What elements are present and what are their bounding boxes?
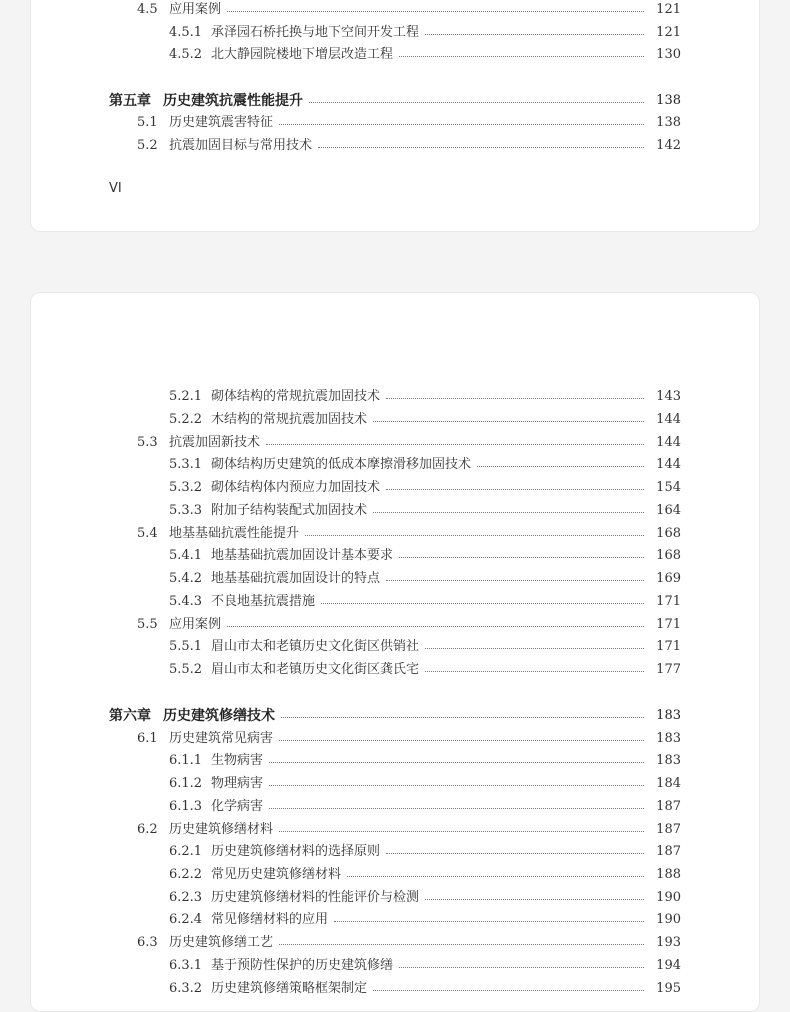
toc-entry[interactable] — [31, 820, 761, 840]
section-title: 历史建筑修缮工艺 — [169, 935, 274, 950]
page-number: 121 — [656, 2, 681, 17]
toc-entry[interactable] — [31, 797, 761, 817]
dot-leader — [334, 915, 644, 922]
page-number: 138 — [656, 93, 681, 108]
section-number: 6.3 — [137, 935, 158, 950]
page-number: 187 — [656, 799, 681, 814]
section-title: 历史建筑常见病害 — [169, 731, 274, 746]
section-title: 眉山市太和老镇历史文化街区供销社 — [211, 639, 420, 654]
toc-entry[interactable] — [31, 865, 761, 885]
section-number: 5.2.1 — [169, 389, 203, 404]
toc-entry[interactable] — [31, 729, 761, 749]
section-title: 砌体结构体内预应力加固技术 — [211, 480, 381, 495]
page-number: 169 — [656, 571, 681, 586]
dot-leader — [269, 802, 644, 809]
section-title: 常见历史建筑修缮材料 — [211, 867, 342, 882]
page-number: 171 — [656, 594, 681, 609]
section-title: 历史建筑修缮策略框架制定 — [211, 981, 368, 996]
section-number: 5.2.2 — [169, 412, 203, 427]
page-number: 142 — [656, 138, 681, 153]
section-number: 5.3 — [137, 435, 158, 450]
section-title: 地基基础抗震性能提升 — [169, 526, 300, 541]
dot-leader — [305, 529, 644, 536]
dot-leader — [386, 847, 644, 854]
dot-leader — [399, 551, 644, 558]
page-number: 177 — [656, 662, 681, 677]
page-number: 130 — [656, 47, 681, 62]
page-number: 154 — [656, 480, 681, 495]
section-title: 应用案例 — [169, 2, 222, 17]
section-title: 木结构的常规抗震加固技术 — [211, 412, 368, 427]
section-title: 地基基础抗震加固设计的特点 — [211, 571, 381, 586]
section-number: 6.3.2 — [169, 981, 203, 996]
dot-leader — [309, 96, 644, 103]
section-number: 6.1 — [137, 731, 158, 746]
section-title: 历史建筑震害特征 — [169, 115, 274, 130]
toc-entry[interactable] — [31, 979, 761, 999]
page-number: 164 — [656, 503, 681, 518]
dot-leader — [386, 392, 644, 399]
toc-entry[interactable] — [31, 387, 761, 407]
toc-entry[interactable] — [31, 615, 761, 635]
section-title: 砌体结构历史建筑的低成本摩擦滑移加固技术 — [211, 457, 472, 472]
page-number: 138 — [656, 115, 681, 130]
section-number: 6.1.3 — [169, 799, 203, 814]
section-number: 6.2.2 — [169, 867, 203, 882]
section-number: 6.3.1 — [169, 958, 203, 973]
dot-leader — [373, 415, 644, 422]
page-number: 184 — [656, 776, 681, 791]
section-number: 5.4.2 — [169, 571, 203, 586]
section-title: 物理病害 — [211, 776, 264, 791]
dot-leader — [266, 438, 644, 445]
section-title: 地基基础抗震加固设计基本要求 — [211, 548, 394, 563]
dot-leader — [399, 961, 644, 968]
dot-leader — [425, 642, 644, 649]
toc-entry[interactable] — [31, 410, 761, 430]
page-number: 183 — [656, 753, 681, 768]
toc-entry[interactable] — [31, 592, 761, 612]
dot-leader — [425, 893, 644, 900]
section-number: 6.2.3 — [169, 890, 203, 905]
toc-entry[interactable] — [31, 0, 761, 20]
toc-entry[interactable] — [31, 136, 761, 156]
section-number: 6.1.2 — [169, 776, 203, 791]
dot-leader — [477, 460, 644, 467]
dot-leader — [227, 620, 644, 627]
toc-entry[interactable] — [31, 842, 761, 862]
toc-entry[interactable] — [31, 660, 761, 680]
section-number: 5.5.1 — [169, 639, 203, 654]
dot-leader — [281, 711, 644, 718]
section-number: 6.2.4 — [169, 912, 203, 927]
dot-leader — [227, 5, 644, 12]
section-number: 5.4.3 — [169, 594, 203, 609]
dot-leader — [279, 734, 644, 741]
page-number: 190 — [656, 912, 681, 927]
section-number: 6.1.1 — [169, 753, 203, 768]
section-number: 5.3.3 — [169, 503, 203, 518]
dot-leader — [425, 665, 644, 672]
toc-entry[interactable] — [31, 501, 761, 521]
toc-entry[interactable] — [31, 433, 761, 453]
toc-entry[interactable] — [31, 455, 761, 475]
section-number: 5.5 — [137, 617, 158, 632]
section-title: 抗震加固目标与常用技术 — [169, 138, 313, 153]
dot-leader — [318, 141, 644, 148]
page-number: 168 — [656, 526, 681, 541]
chapter-title: 历史建筑修缮技术 — [163, 708, 275, 724]
section-title: 常见修缮材料的应用 — [211, 912, 329, 927]
chapter-title: 历史建筑抗震性能提升 — [163, 93, 303, 109]
dot-leader — [269, 756, 644, 763]
dot-leader — [279, 825, 644, 832]
chapter-number: 第五章 — [109, 93, 151, 109]
page-number: 144 — [656, 412, 681, 427]
dot-leader — [269, 779, 644, 786]
toc-entry[interactable] — [31, 910, 761, 930]
section-title: 历史建筑修缮材料的性能评价与检测 — [211, 890, 420, 905]
toc-entry[interactable] — [31, 546, 761, 566]
section-title: 眉山市太和老镇历史文化街区龚氏宅 — [211, 662, 420, 677]
page-number: 190 — [656, 890, 681, 905]
toc-page-upper — [30, 0, 760, 232]
dot-leader — [399, 50, 644, 57]
dot-leader — [321, 597, 644, 604]
section-title: 历史建筑修缮材料 — [169, 822, 274, 837]
section-title: 附加子结构装配式加固技术 — [211, 503, 368, 518]
page-number: 187 — [656, 822, 681, 837]
section-number: 5.3.2 — [169, 480, 203, 495]
section-number: 5.1 — [137, 115, 158, 130]
section-number: 4.5.1 — [169, 25, 203, 40]
dot-leader — [386, 574, 644, 581]
dot-leader — [279, 938, 644, 945]
section-title: 化学病害 — [211, 799, 264, 814]
section-number: 5.2 — [137, 138, 158, 153]
page-number: 171 — [656, 639, 681, 654]
page-number: 168 — [656, 548, 681, 563]
section-number: 5.5.2 — [169, 662, 203, 677]
page-number: 121 — [656, 25, 681, 40]
dot-leader — [373, 984, 644, 991]
section-number: 5.4 — [137, 526, 158, 541]
toc-entry[interactable] — [31, 751, 761, 771]
page-number: 193 — [656, 935, 681, 950]
dot-leader — [386, 483, 644, 490]
page-number: 144 — [656, 457, 681, 472]
page-number: 143 — [656, 389, 681, 404]
dot-leader — [347, 870, 644, 877]
toc-entry[interactable] — [31, 933, 761, 953]
section-title: 不良地基抗震措施 — [211, 594, 316, 609]
toc-entry[interactable] — [31, 637, 761, 657]
dot-leader — [425, 28, 644, 35]
toc-entry[interactable] — [31, 774, 761, 794]
page-number: 183 — [656, 731, 681, 746]
section-title: 承泽园石桥托换与地下空间开发工程 — [211, 25, 420, 40]
page-number: 171 — [656, 617, 681, 632]
toc-chapter-entry[interactable] — [31, 91, 761, 111]
section-title: 抗震加固新技术 — [169, 435, 261, 450]
section-title: 应用案例 — [169, 617, 222, 632]
toc-entry[interactable] — [31, 524, 761, 544]
section-title: 历史建筑修缮材料的选择原则 — [211, 844, 381, 859]
dot-leader — [373, 506, 644, 513]
section-number: 4.5.2 — [169, 47, 203, 62]
section-title: 北大静园院楼地下增层改造工程 — [211, 47, 394, 62]
page-number: 183 — [656, 708, 681, 723]
section-title: 生物病害 — [211, 753, 264, 768]
section-number: 5.3.1 — [169, 457, 203, 472]
section-number: 4.5 — [137, 2, 158, 17]
section-number: 6.2.1 — [169, 844, 203, 859]
page-number: 194 — [656, 958, 681, 973]
chapter-number: 第六章 — [109, 708, 151, 724]
toc-entry[interactable] — [31, 569, 761, 589]
toc-entry[interactable] — [31, 478, 761, 498]
page-number: 187 — [656, 844, 681, 859]
toc-entry[interactable] — [31, 888, 761, 908]
page-folio: VI — [109, 181, 122, 196]
dot-leader — [279, 118, 644, 125]
toc-entry[interactable] — [31, 45, 761, 65]
page-number: 195 — [656, 981, 681, 996]
section-title: 砌体结构的常规抗震加固技术 — [211, 389, 381, 404]
toc-page-lower — [30, 292, 760, 1012]
section-number: 6.2 — [137, 822, 158, 837]
section-number: 5.4.1 — [169, 548, 203, 563]
toc-chapter-entry[interactable] — [31, 706, 761, 726]
page-number: 188 — [656, 867, 681, 882]
section-title: 基于预防性保护的历史建筑修缮 — [211, 958, 394, 973]
toc-entry[interactable] — [31, 23, 761, 43]
toc-entry[interactable] — [31, 956, 761, 976]
toc-entry[interactable] — [31, 113, 761, 133]
page-number: 144 — [656, 435, 681, 450]
